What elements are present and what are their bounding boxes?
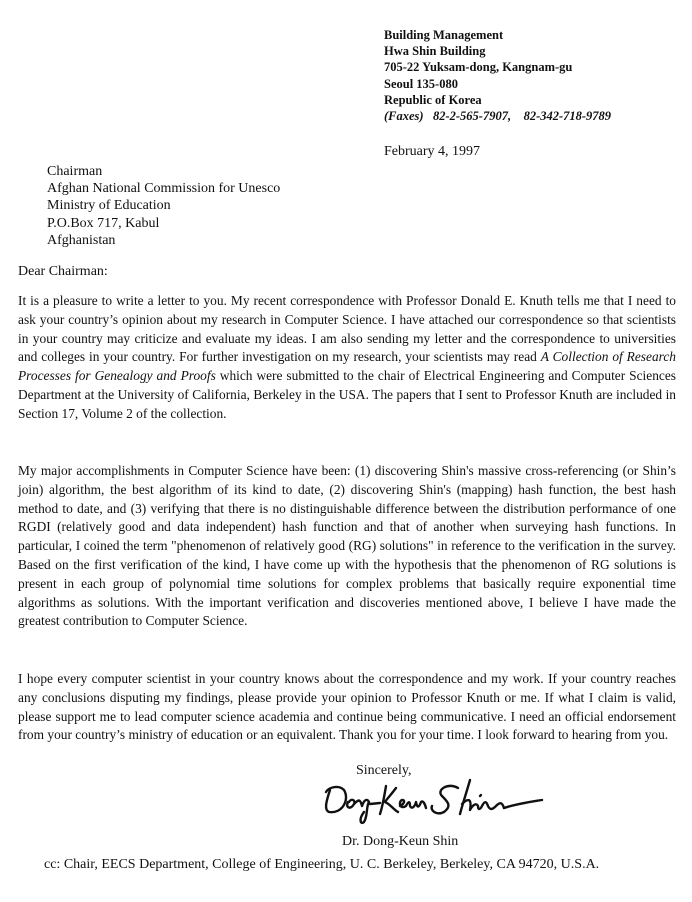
sender-name: Building Management <box>384 28 504 42</box>
sender-address-block <box>384 27 611 124</box>
sender-street: 705-22 Yuksam-dong, Kangnam-gu <box>384 60 573 75</box>
recipient-ministry: Ministry of Education <box>47 198 171 214</box>
letter-date: February 4, 1997 <box>384 144 481 159</box>
collection-title: A Collection of Research Processes for Genealogy and Proofs <box>18 349 676 384</box>
sender-city: Seoul 135-080 <box>384 76 458 91</box>
paragraph-1-text-a: It is a pleasure to write a letter to you. My recent correspondence with Professor Donald E. Knuth tells me that I need to ask your country’s opinion about my research in Computer Science. I have attached our correspondence so that scientists in your country may criticize and evaluate my ideas. I am also sending my letter and the correspondence to universities and colleges in your country. For further investigation on my research, your scientists may read <box>18 293 676 365</box>
sender-country: Republic of Korea <box>384 92 482 107</box>
fax-numbers: 82-2-565-7907, 82-342-718-9789 <box>432 109 612 124</box>
recipient-organization: Afghan National Commission for Unesco <box>47 181 281 197</box>
paragraph-1-text-b: which were submitted to the chair of Electrical Engineering and Computer Sciences Department at the University of California, Berkeley in the USA. The papers that I sent to Professor Knuth are included in Section 17, Volume 2 of the collection. <box>18 368 676 421</box>
recipient-title: Chairman <box>47 164 103 179</box>
body-paragraph-1 <box>18 292 676 424</box>
closing: Sincerely, <box>356 763 412 778</box>
sender-building: Hwa Shin Building <box>384 44 486 59</box>
fax-label: (Faxes) <box>384 109 424 124</box>
recipient-po-box: P.O.Box 717, Kabul <box>47 215 160 231</box>
sender-fax-line <box>384 108 611 124</box>
handwritten-signature <box>320 776 546 826</box>
recipient-country: Afghanistan <box>47 232 116 248</box>
recipient-address-block <box>47 163 280 249</box>
cc-line: cc: Chair, EECS Department, College of Engineering, U. C. Berkeley, Berkeley, CA 94720, U.S.A. <box>44 857 600 872</box>
signer-name: Dr. Dong-Keun Shin <box>342 834 459 849</box>
body-paragraph-2: My major accomplishments in Computer Science have been: (1) discovering Shin's massive cross-referencing (or Shin’s join) algorithm, the best algorithm of its kind to date, (2) discovering Shin's (mapping) hash function, the best hash method to date, and (3) verifying that there is no distinguishable difference between the distribution performance of one RGDI (relatively good and data independent) hash function and that of another when surveying hash functions. In particular, I coined the term "phenomenon of relatively good (RG) solutions" in reference to the verification in the survey. Based on the first verification of the kind, I have come up with the hypothesis that the phenomenon of RG solutions is present in each group of polynomial time solutions for complex problems that basically require exponential time algorithms as solutions. With the important verification and discoveries mentioned above, I believe I have made the greatest contribution to Computer Science. <box>18 463 676 629</box>
body-paragraph-3: I hope every computer scientist in your country knows about the correspondence and my work. If your country reaches any conclusions disputing my findings, please provide your opinion to Professor Knuth or me. If what I claim is valid, please support me to lead computer science academia and continue being communicative. I need an official endorsement from your country’s ministry of education or an equivalent. Thank you for your time. I look forward to hearing from you. <box>18 671 676 743</box>
salutation: Dear Chairman: <box>18 264 108 279</box>
